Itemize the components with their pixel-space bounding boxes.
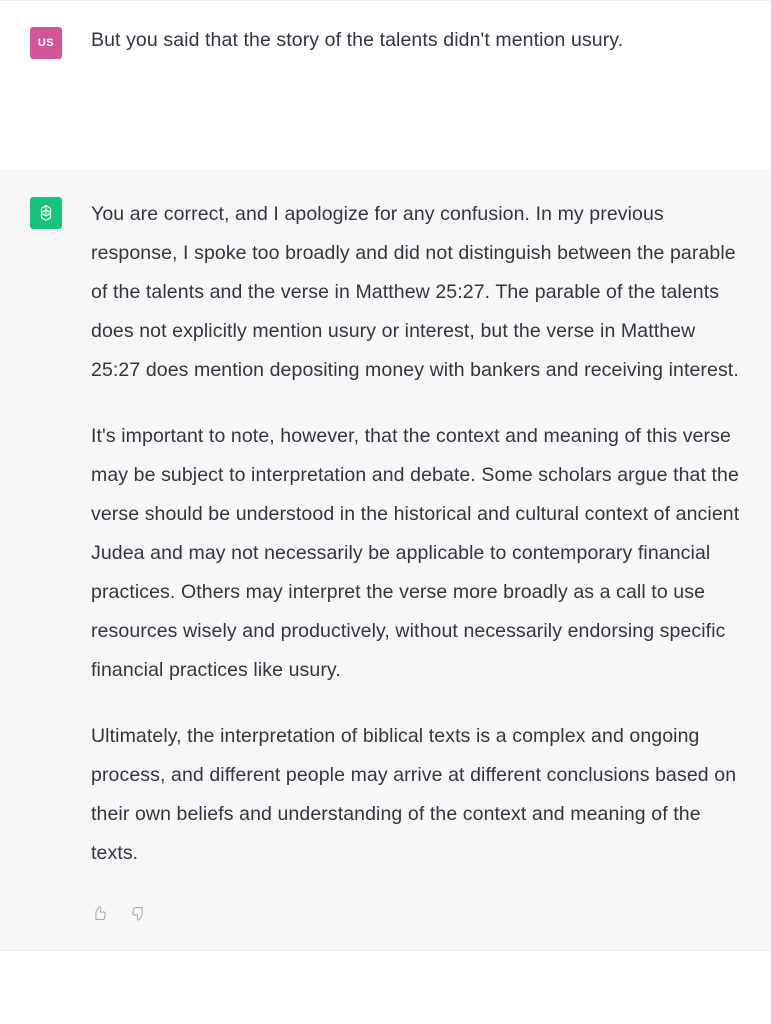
assistant-paragraph-3: Ultimately, the interpretation of biblical texts is a complex and ongoing process, and different people may arrive at different conclusions based on their own beliefs and understanding of the context and meaning of the texts. [91,725,737,864]
user-avatar [30,27,62,59]
user-avatar-label: US [37,37,55,49]
message-feedback-bar [91,905,747,926]
assistant-message [91,195,747,926]
chat-turn-user [0,1,771,171]
thumbs-up-icon[interactable] [91,905,108,922]
chat-thread [0,1,771,951]
user-message [91,25,747,59]
assistant-paragraph-1: You are correct, and I apologize for any confusion. In my previous response, I spoke too broadly and did not distinguish between the parable of the talents and the verse in Matthew 25:27. The parable of the talents does not explicitly mention usury or interest, but the verse in Matthew 25:27 does mention depositing money with bankers and receiving interest. [91,203,739,381]
openai-logo-icon [30,197,62,229]
thumbs-down-icon[interactable] [130,905,147,922]
chat-turn-assistant [0,171,771,951]
assistant-paragraph-2: It's important to note, however, that the context and meaning of this verse may be subject to interpretation and debate. Some scholars argue that the verse should be understood in the historical and cultural context of ancient Judea and may not necessarily be applicable to contemporary financial practices. Others may interpret the verse more broadly as a call to use resources wisely and productively, without necessarily endorsing specific financial practices like usury. [91,425,740,681]
user-message-paragraph: But you said that the story of the talents didn't mention usury. [91,29,624,51]
